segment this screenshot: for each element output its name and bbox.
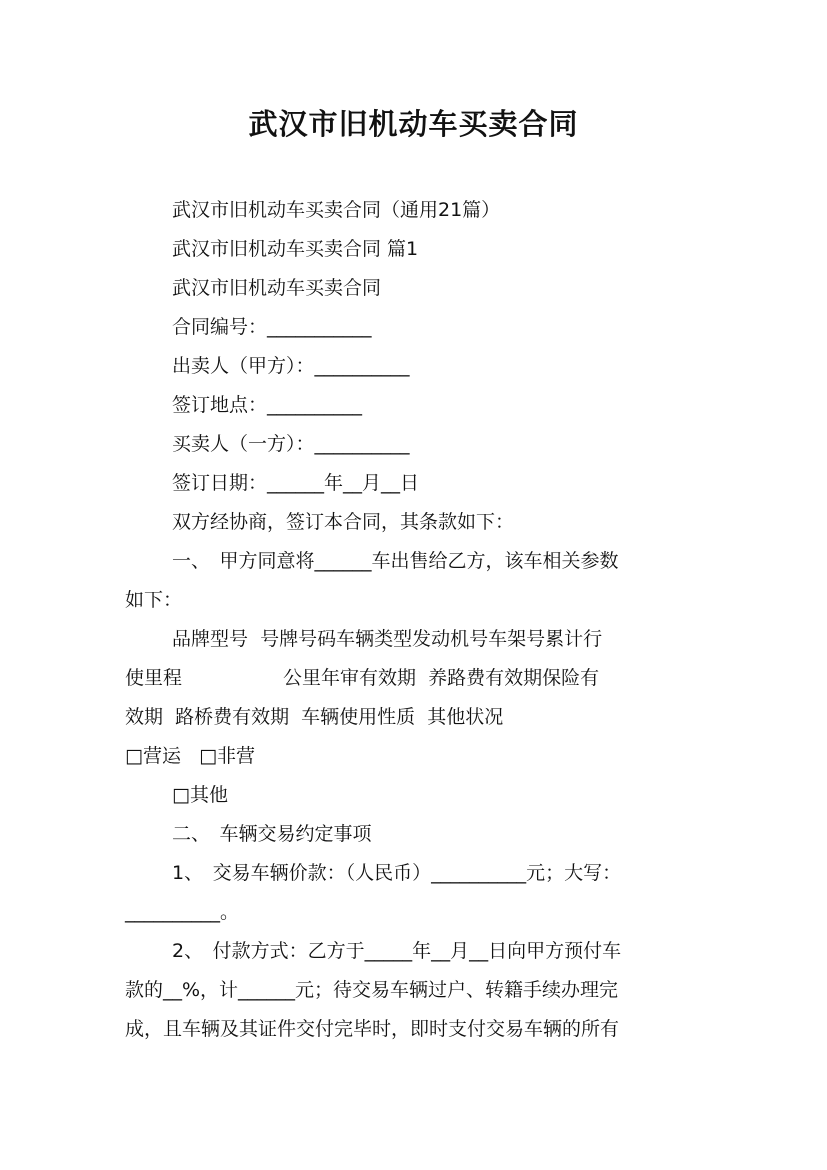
vehicle-params-line-2: 使里程 公里年审有效期 养路费有效期保险有 xyxy=(125,667,600,689)
document-title: 武汉市旧机动车买卖合同 xyxy=(248,107,579,141)
payment-line-3: 成，且车辆及其证件交付完毕时，即时支付交易车辆的所有 xyxy=(125,1018,620,1040)
payment-line-1: 2、 付款方式：乙方于_____年__月__日向甲方预付车 xyxy=(172,940,622,962)
clause-one-continuation: 如下： xyxy=(125,589,183,611)
price-line: 1、 交易车辆价款：（人民币）__________元；大写： xyxy=(172,862,622,884)
usage-type-options: □营运 □非营 xyxy=(125,745,256,767)
chapter-heading: 武汉市旧机动车买卖合同 篇1 xyxy=(172,238,419,260)
agreement-intro: 双方经协商，签订本合同，其条款如下： xyxy=(172,511,515,533)
vehicle-params-line-1: 品牌型号 号牌号码车辆类型发动机号车架号累计行 xyxy=(172,628,603,650)
clause-two-heading: 二、 车辆交易约定事项 xyxy=(172,823,372,845)
payment-line-2: 款的__%，计______元；待交易车辆过户、转籍手续办理完 xyxy=(125,979,619,1001)
signing-place-line: 签订地点：__________ xyxy=(172,394,363,416)
contract-collection-title: 武汉市旧机动车买卖合同（通用21篇） xyxy=(172,199,501,221)
usage-type-other: □其他 xyxy=(172,784,228,806)
vehicle-params-line-3: 效期 路桥费有效期 车辆使用性质 其他状况 xyxy=(125,706,504,728)
contract-heading: 武汉市旧机动车买卖合同 xyxy=(172,277,382,299)
clause-one-line: 一、 甲方同意将______车出售给乙方，该车相关参数 xyxy=(172,550,619,572)
signing-date-line: 签订日期：______年__月__日 xyxy=(172,472,420,494)
price-uppercase-line: __________。 xyxy=(125,901,240,923)
seller-line: 出卖人（甲方）：__________ xyxy=(172,355,410,377)
contract-number-line: 合同编号：___________ xyxy=(172,316,372,338)
buyer-line: 买卖人（一方）：__________ xyxy=(172,433,410,455)
